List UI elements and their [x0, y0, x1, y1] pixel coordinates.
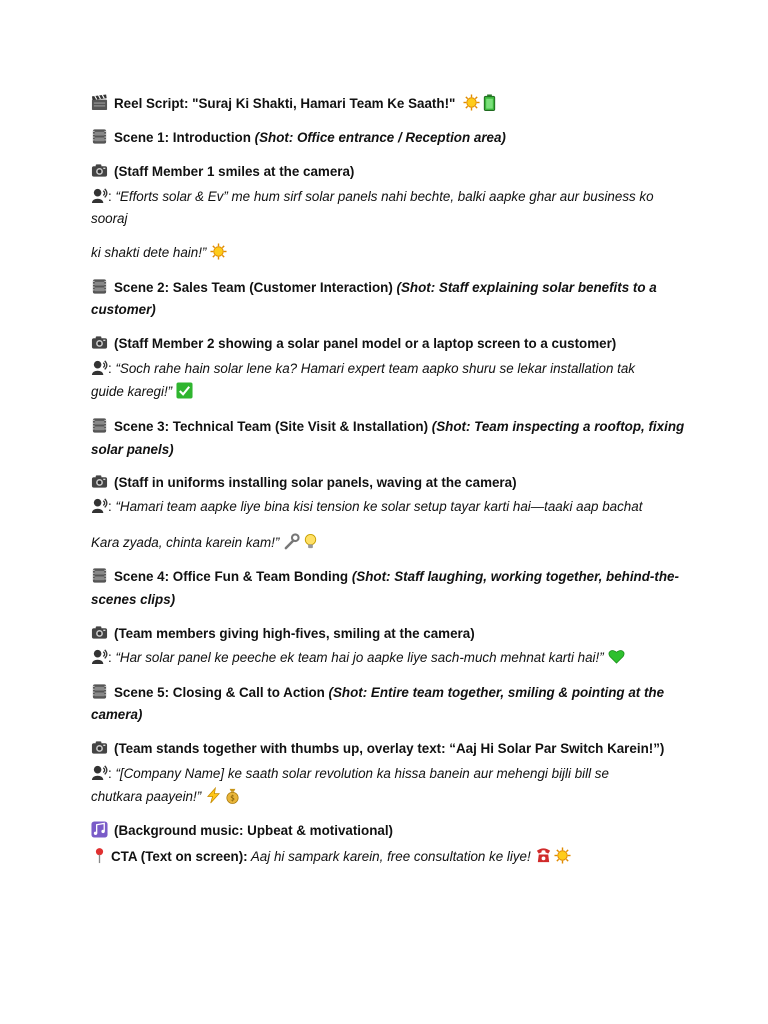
- cta-label: CTA (Text on screen):: [111, 849, 248, 864]
- scene-5-shot-cont: camera): [91, 707, 143, 722]
- scene-4-heading: Scene 4: Office Fun & Team Bonding (Shot: Staff laughing, working together, behind-the-: [91, 567, 679, 587]
- speaker-icon: [91, 187, 108, 204]
- scene-1-camera: (Staff Member 1 smiles at the camera): [91, 162, 354, 182]
- scene-3-shot: (Shot: Team inspecting a rooftop, fixing: [431, 419, 685, 434]
- heart-icon: [608, 648, 625, 665]
- sun-icon: [463, 94, 480, 111]
- scene-1-dialog-end: ki shakti dete hain!”: [91, 243, 227, 263]
- speaker-icon: [91, 648, 108, 665]
- camera-icon: [91, 162, 108, 179]
- film-frames-icon: [91, 278, 108, 295]
- scene-3-dialog-cont: Kara zyada, chinta karein kam!”: [91, 533, 319, 553]
- battery-icon: [481, 94, 498, 111]
- scene-4-shot-cont: scenes clips): [91, 592, 176, 607]
- scene-1-dialog-cont: sooraj: [91, 211, 128, 226]
- scene-1-heading: Scene 1: Introduction (Shot: Office entrance / Reception area): [91, 128, 506, 148]
- scene-5-heading: Scene 5: Closing & Call to Action (Shot: Entire team together, smiling & pointing at the: [91, 683, 664, 703]
- scene-1-shot: (Shot: Office entrance / Reception area): [254, 130, 506, 145]
- money-bag-icon: [224, 787, 241, 804]
- scene-2-shot-cont: customer): [91, 302, 156, 317]
- camera-icon: [91, 334, 108, 351]
- speaker-icon: [91, 359, 108, 376]
- scene-2-dialog: : “Soch rahe hain solar lene ka? Hamari expert team aapko shuru se lekar installation tak: [91, 359, 635, 379]
- camera-icon: [91, 624, 108, 641]
- check-icon: [176, 382, 193, 399]
- cta-line: [91, 847, 571, 867]
- bulb-icon: [302, 533, 319, 550]
- scene-5-dialog-cont: chutkara paayein!” $: [91, 787, 241, 807]
- background-music-note: (Background music: Upbeat & motivational): [91, 821, 393, 841]
- scene-1-dialog: : “Efforts solar & Ev” me hum sirf solar panels nahi bechte, balki aapke ghar aur business ko: [91, 187, 654, 207]
- phone-icon: [535, 847, 552, 864]
- scene-4-shot: (Shot: Staff laughing, working together, behind-the-: [351, 569, 679, 584]
- film-frames-icon: [91, 128, 108, 145]
- lightning-icon: [205, 787, 222, 804]
- clapper-icon: [91, 94, 108, 111]
- svg-text:$: $: [230, 793, 236, 803]
- scene-4-camera: (Team members giving high-fives, smiling at the camera): [91, 624, 475, 644]
- pin-icon: [91, 847, 108, 864]
- scene-2-dialog-cont: guide karegi!”: [91, 382, 193, 402]
- scene-3-camera: (Staff in uniforms installing solar panels, waving at the camera): [91, 473, 517, 493]
- scene-5-camera: (Team stands together with thumbs up, overlay text: “Aaj Hi Solar Par Switch Karein!”): [91, 739, 664, 759]
- sun-icon: [554, 847, 571, 864]
- wrench-icon: [283, 533, 300, 550]
- scene-2-camera: (Staff Member 2 showing a solar panel model or a laptop screen to a customer): [91, 334, 616, 354]
- cta-text: Aaj hi sampark karein, free consultation ke liye!: [247, 849, 531, 864]
- film-frames-icon: [91, 683, 108, 700]
- scene-3-heading: Scene 3: Technical Team (Site Visit & Installation) (Shot: Team inspecting a rooftop, fixing: [91, 417, 684, 437]
- scene-3-shot-cont: solar panels): [91, 442, 174, 457]
- film-frames-icon: [91, 567, 108, 584]
- camera-icon: [91, 739, 108, 756]
- scene-5-shot: (Shot: Entire team together, smiling & pointing at the: [328, 685, 665, 700]
- sun-icon: [210, 243, 227, 260]
- script-title: [91, 94, 498, 114]
- title-prefix: Reel Script:: [114, 96, 193, 111]
- film-frames-icon: [91, 417, 108, 434]
- music-icon: [91, 821, 108, 838]
- scene-3-dialog: : “Hamari team aapke liye bina kisi tension ke solar setup tayar karti hai—taaki aap bachat: [91, 497, 642, 517]
- speaker-icon: [91, 497, 108, 514]
- scene-2-heading: Scene 2: Sales Team (Customer Interaction) (Shot: Staff explaining solar benefits to a: [91, 278, 657, 298]
- speaker-icon: [91, 764, 108, 781]
- scene-4-dialog: : “Har solar panel ke peeche ek team hai jo aapke liye sach-much mehnat karti hai!”: [91, 648, 625, 668]
- scene-5-dialog: : “[Company Name] ke saath solar revolution ka hissa banein aur mehengi bijli bill se: [91, 764, 609, 784]
- camera-icon: [91, 473, 108, 490]
- title-text: "Suraj Ki Shakti, Hamari Team Ke Saath!": [192, 96, 456, 111]
- scene-2-shot: (Shot: Staff explaining solar benefits to a: [396, 280, 657, 295]
